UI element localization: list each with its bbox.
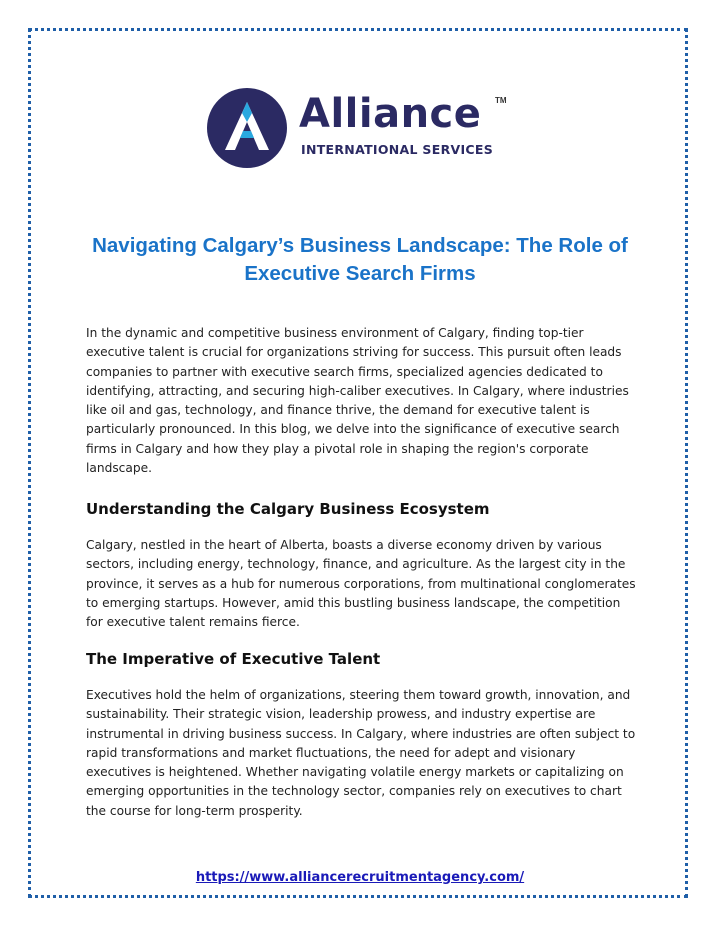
logo-trademark: TM xyxy=(495,96,507,105)
section-heading-ecosystem: Understanding the Calgary Business Ecosystem xyxy=(86,500,490,518)
logo-brand-text: Alliance xyxy=(299,91,482,137)
page-title: Navigating Calgary’s Business Landscape: The Role of Executive Search Firms xyxy=(92,234,628,285)
section-heading-executive-talent: The Imperative of Executive Talent xyxy=(86,650,381,668)
logo-subtitle: INTERNATIONAL SERVICES xyxy=(301,142,494,157)
company-logo xyxy=(205,86,515,170)
intro-paragraph: In the dynamic and competitive business environment of Calgary, finding top-tier executive talent is crucial for organizations striving for success. This pursuit often leads companies to partner with executive search firms, specialized agencies dedicated to identifying, attracting, and securing high-caliber executives. In Calgary, where industries like oil and gas, technology, and finance thrive, the demand for executive talent is particularly pronounced. In this blog, we delve into the significance of executive search firms in Calgary and how they play a pivotal role in shaping the region's corporate landscape. xyxy=(86,326,629,476)
footer-website-link[interactable]: https://www.alliancerecruitmentagency.com/ xyxy=(195,870,525,885)
section-body-ecosystem: Calgary, nestled in the heart of Alberta, boasts a diverse economy driven by various sectors, including energy, technology, finance, and agriculture. As the largest city in the province, it serves as a hub for numerous corporations, from multinational conglomerates to emerging startups. However, amid this bustling business landscape, the competition for executive talent remains fierce. xyxy=(86,538,636,630)
section-body-executive-talent: Executives hold the helm of organizations, steering them toward growth, innovation, and sustainability. Their strategic vision, leadership prowess, and industry expertise are instrumental in driving business success. In Calgary, where industries are often subject to rapid transformations and market fluctuations, the need for adept and visionary executives is heightened. Whether navigating volatile energy markets or capitalizing on emerging opportunities in the technology sector, companies rely on executives to chart the course for long-term prosperity. xyxy=(86,688,636,818)
logo-a-emblem-icon xyxy=(205,86,289,170)
